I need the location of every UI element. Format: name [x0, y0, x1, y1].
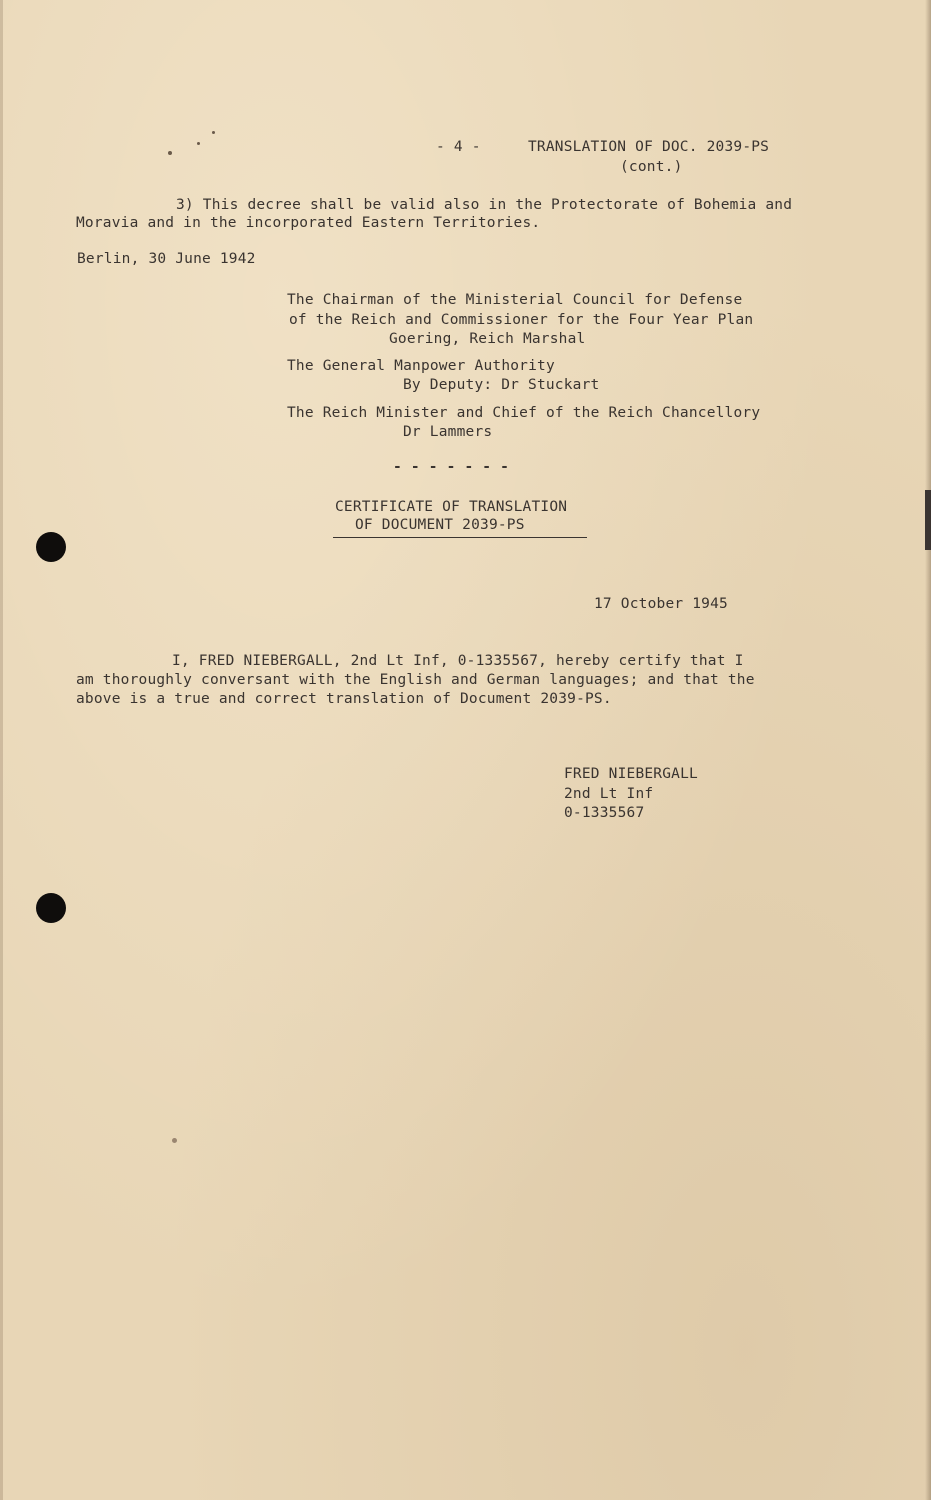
section-separator: - - - - - - - [393, 459, 510, 475]
certificate-title-line-2: OF DOCUMENT 2039-PS [355, 517, 525, 533]
page-right-edge [925, 0, 931, 1500]
punch-hole-lower [36, 893, 66, 923]
chairman-title-line-1: The Chairman of the Ministerial Council for Defense [287, 292, 743, 308]
punch-hole-upper [36, 532, 66, 562]
ink-speck [172, 1138, 177, 1143]
document-title-cont: (cont.) [620, 159, 683, 175]
certificate-text-line-2: am thoroughly conversant with the English and German languages; and that the [76, 672, 755, 688]
page-number: - 4 - [436, 139, 481, 155]
signer-rank: 2nd Lt Inf [564, 786, 654, 802]
certificate-text-line-1: I, FRED NIEBERGALL, 2nd Lt Inf, 0-1335567, hereby certify that I [172, 653, 744, 669]
chairman-signature: Goering, Reich Marshal [389, 331, 586, 347]
chancellery-title: The Reich Minister and Chief of the Reich Chancellory [287, 405, 761, 421]
certificate-title-underline [333, 537, 587, 538]
chancellery-signature: Dr Lammers [403, 424, 493, 440]
manpower-deputy-signature: By Deputy: Dr Stuckart [403, 377, 600, 393]
chairman-title-line-2: of the Reich and Commissioner for the Four Year Plan [289, 312, 754, 328]
paragraph-3-line-1: 3) This decree shall be valid also in the Protectorate of Bohemia and [176, 197, 793, 213]
signer-name: FRED NIEBERGALL [564, 766, 698, 782]
page-edge-tab [925, 490, 931, 550]
ink-speck [168, 151, 172, 155]
document-title: TRANSLATION OF DOC. 2039-PS [528, 139, 770, 155]
manpower-authority-title: The General Manpower Authority [287, 358, 555, 374]
place-date: Berlin, 30 June 1942 [77, 251, 256, 267]
ink-speck [197, 142, 200, 145]
certificate-text-line-3: above is a true and correct translation of Document 2039-PS. [76, 691, 612, 707]
page-left-edge [0, 0, 3, 1500]
certificate-title-line-1: CERTIFICATE OF TRANSLATION [335, 499, 568, 515]
signer-serial-number: 0-1335567 [564, 805, 645, 821]
paragraph-3-line-2: Moravia and in the incorporated Eastern Territories. [76, 215, 541, 231]
certificate-date: 17 October 1945 [594, 596, 728, 612]
ink-speck [212, 131, 215, 134]
